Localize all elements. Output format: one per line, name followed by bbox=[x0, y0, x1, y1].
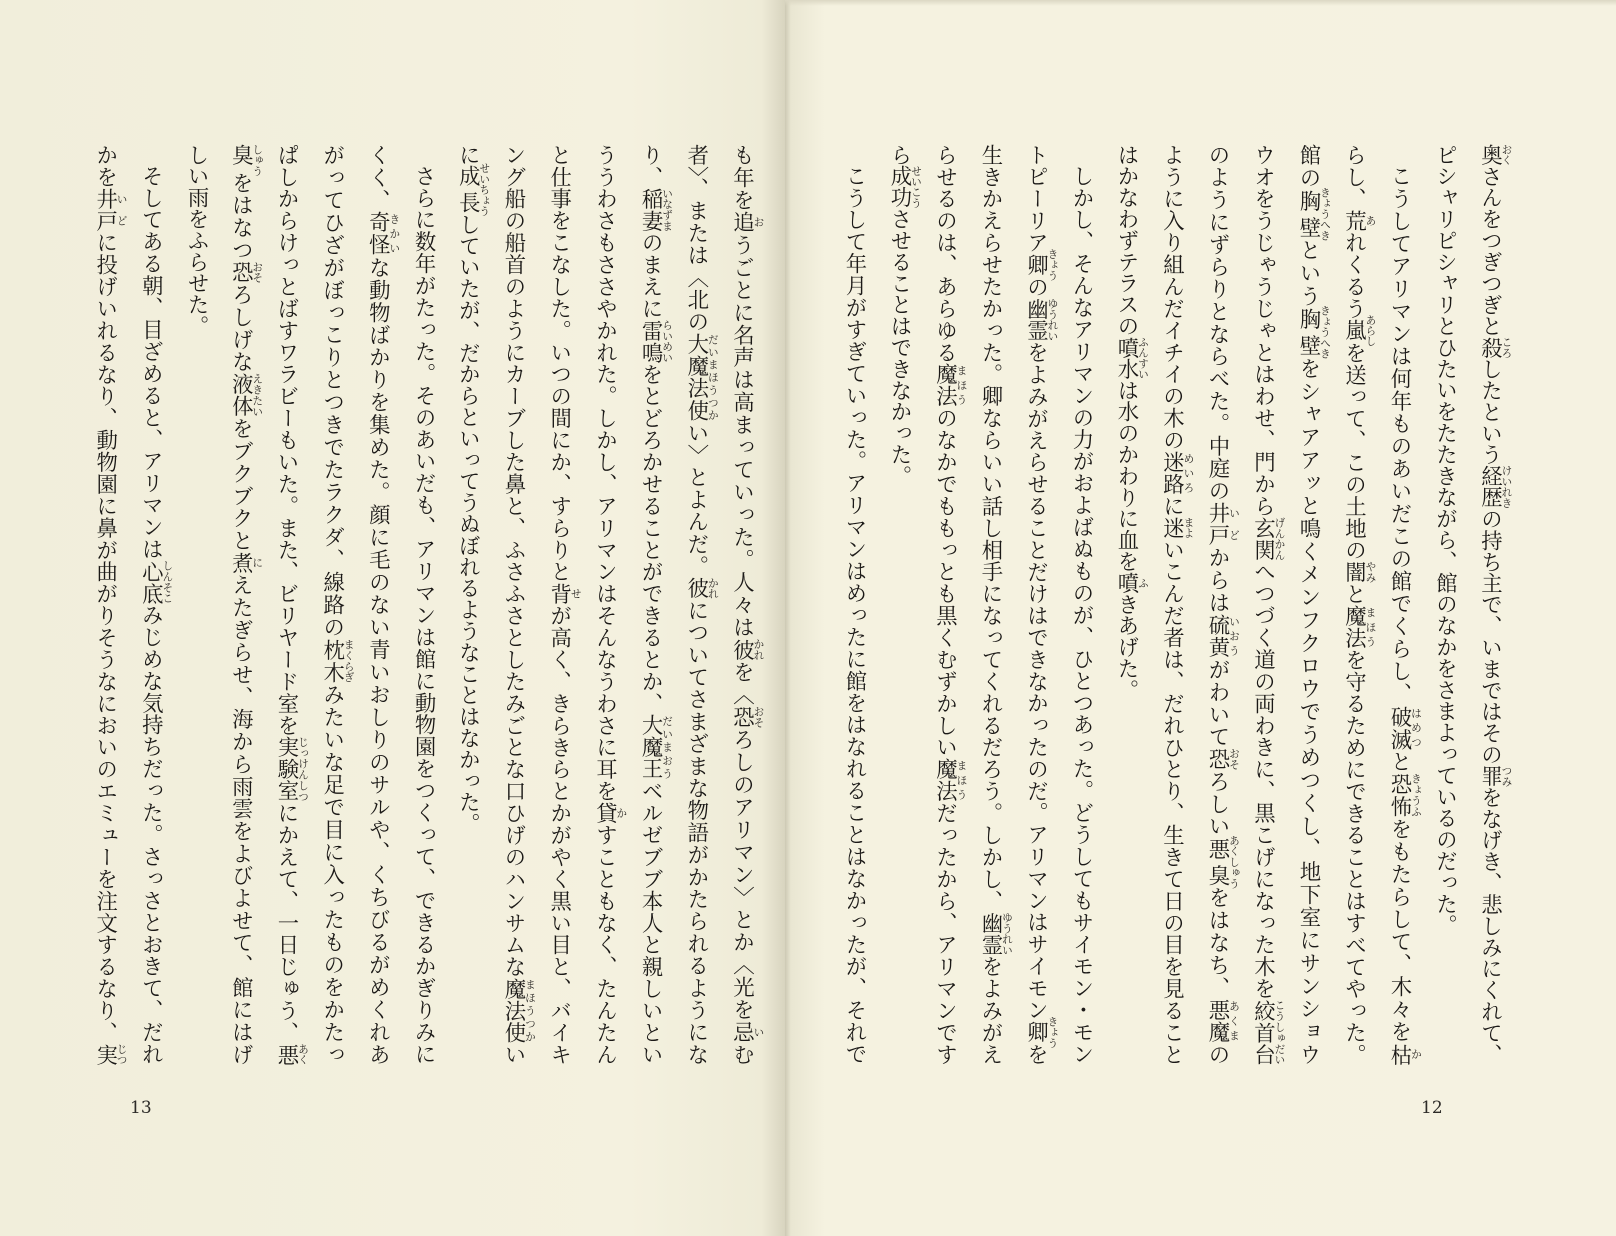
text-line bbox=[1150, 144, 1196, 1065]
ruby-reading: に bbox=[251, 551, 265, 574]
text-line bbox=[1104, 144, 1150, 1065]
text-run: をよみがえらせることだけはできなかったのだ。アリマンはサイモン bbox=[1023, 341, 1049, 1021]
text-line bbox=[1059, 144, 1104, 1065]
ruby-base: 煮 bbox=[228, 551, 254, 575]
ruby-word bbox=[455, 162, 492, 217]
text-run: こうして年月がすぎていった。アリマンはめったに館をはなれることはなかったが、それで bbox=[842, 165, 867, 1065]
ruby-base: 実 bbox=[92, 1043, 118, 1065]
ruby-reading: いど bbox=[1228, 502, 1241, 546]
ruby-base: 臭 bbox=[228, 144, 254, 177]
ruby-base: 追 bbox=[729, 211, 755, 234]
ruby-reading: せいこう bbox=[910, 165, 923, 209]
ruby-reading: せいちょう bbox=[478, 162, 492, 217]
ruby-word bbox=[1205, 998, 1241, 1044]
text-run: をブクブクと bbox=[228, 417, 254, 552]
ruby-reading: きょうへき bbox=[1319, 305, 1332, 359]
text-run: ウオをうじゃうじゃとはわせ、門から bbox=[1250, 144, 1276, 517]
text-run: にかえて、一日じゅう、 bbox=[273, 802, 299, 1044]
text-line bbox=[128, 144, 174, 1065]
text-block bbox=[832, 144, 1513, 1065]
text-run: すこともなく、たんたん bbox=[592, 824, 618, 1066]
ruby-word bbox=[1477, 336, 1514, 359]
text-run: ように入り組んだイチイの木の bbox=[1159, 144, 1185, 452]
ruby-reading: まよ bbox=[1182, 517, 1196, 539]
ruby-base: 成長 bbox=[455, 162, 481, 217]
ruby-word bbox=[228, 373, 265, 418]
ruby-reading: あらし bbox=[1364, 314, 1378, 347]
ruby-reading: きかい bbox=[388, 211, 402, 256]
text-run: ろしい bbox=[1205, 770, 1230, 838]
ruby-word bbox=[92, 1043, 129, 1065]
text-line bbox=[1241, 144, 1287, 1065]
ruby-word bbox=[683, 577, 720, 600]
ruby-reading: ふんすい bbox=[1137, 336, 1150, 380]
ruby-base: 大魔法使 bbox=[683, 333, 709, 422]
text-line bbox=[1332, 144, 1378, 1065]
text-run: のなかでももっとも黒くむずかしい bbox=[932, 407, 958, 759]
text-line bbox=[264, 144, 310, 1065]
ruby-reading: あくま bbox=[1228, 998, 1241, 1043]
ruby-base: 稲妻 bbox=[638, 187, 664, 232]
text-line bbox=[355, 144, 401, 1065]
text-run: しかし、そんなアリマンの力がおよばぬものが、ひとつあった。どうしてもサイモン・モン bbox=[1069, 165, 1094, 1065]
ruby-base: 卿 bbox=[1023, 1015, 1049, 1049]
left-page bbox=[0, 0, 785, 1236]
text-line bbox=[1423, 144, 1468, 1065]
text-run: しい雨をふらせた。 bbox=[184, 144, 210, 337]
ruby-word bbox=[932, 363, 969, 408]
text-run: らし、 bbox=[1341, 144, 1367, 210]
text-run: へつづく道の両わきに、黒こげになった木を bbox=[1250, 560, 1276, 1000]
text-run: だったから、アリマンです bbox=[932, 802, 958, 1065]
text-run: についてさまざまな物語がかたられるようにな bbox=[683, 599, 709, 1065]
text-run: い〉とよんだ。 bbox=[683, 421, 709, 578]
text-run: の持ち主で、いまではその bbox=[1477, 508, 1503, 766]
page-number: 13 bbox=[130, 1098, 152, 1118]
ruby-base: 幽霊 bbox=[1023, 298, 1049, 342]
ruby-base: 闇 bbox=[1341, 561, 1367, 584]
ruby-word bbox=[932, 758, 969, 803]
ruby-word bbox=[638, 319, 675, 364]
text-run: と bbox=[1387, 750, 1412, 774]
ruby-reading: い bbox=[752, 1021, 766, 1043]
ruby-reading: か bbox=[1410, 1043, 1423, 1065]
ruby-reading: いなずま bbox=[661, 187, 675, 232]
text-line bbox=[1014, 144, 1060, 1065]
ruby-reading: まほう bbox=[955, 363, 969, 407]
ruby-base: 彼 bbox=[729, 638, 755, 662]
text-run: ング船の船首のようにカーブした鼻と、ふさふさとしたみごとな口ひげのハンサムな bbox=[500, 144, 526, 978]
text-run: そしてある朝、目ざめると、アリマンは bbox=[138, 165, 164, 561]
ruby-word bbox=[729, 211, 766, 234]
text-run: うごとに名声は高まっていった。人々は bbox=[729, 233, 755, 639]
ruby-word bbox=[729, 706, 766, 729]
ruby-word bbox=[500, 977, 537, 1044]
text-run: したという bbox=[1477, 358, 1503, 466]
ruby-word bbox=[729, 638, 766, 662]
text-line bbox=[877, 144, 923, 1065]
ruby-reading: お bbox=[752, 211, 766, 233]
text-run: さらに数年がたった。そのあいだも、アリマンは館に動物園をつくって、できるかぎりみに bbox=[411, 165, 437, 1065]
text-line bbox=[82, 144, 128, 1065]
ruby-reading: じつ bbox=[115, 1043, 129, 1065]
ruby-reading: おそ bbox=[752, 706, 766, 728]
text-line bbox=[491, 144, 537, 1065]
ruby-base: 噴水 bbox=[1114, 336, 1139, 380]
ruby-base: 荒 bbox=[1341, 209, 1367, 232]
ruby-reading: らいめい bbox=[661, 319, 675, 363]
ruby-word bbox=[319, 638, 356, 684]
ruby-base: 迷 bbox=[1159, 517, 1185, 539]
ruby-reading: ふ bbox=[1137, 572, 1150, 594]
text-line bbox=[309, 144, 355, 1065]
ruby-word bbox=[1250, 999, 1287, 1066]
text-run: こうしてアリマンは何年ものあいだこの館でくらし、 bbox=[1387, 165, 1412, 706]
ruby-reading: かれ bbox=[752, 638, 766, 661]
ruby-reading: きょうへき bbox=[1319, 187, 1332, 241]
ruby-base: 恐 bbox=[1205, 748, 1230, 771]
ruby-base: 悪 bbox=[273, 1043, 299, 1065]
ruby-reading: あくしゅう bbox=[1228, 835, 1241, 889]
text-run: をとどろかせることができるとか、 bbox=[638, 363, 664, 715]
ruby-reading: あ bbox=[1364, 209, 1378, 232]
text-run: を守るためにできることはすべてやった。 bbox=[1341, 649, 1367, 1066]
text-run: をもたらして、木々を bbox=[1387, 818, 1412, 1044]
ruby-base: 魔法 bbox=[1341, 605, 1367, 650]
ruby-reading: ころ bbox=[1500, 336, 1514, 359]
ruby-base: 液体 bbox=[228, 373, 254, 418]
text-run: ぱしからけっとばすワラビーもいた。また、ビリヤード室を bbox=[273, 144, 299, 737]
ruby-word bbox=[228, 144, 265, 177]
text-run: と仕事をこなした。いつの間にか、すらりと bbox=[546, 144, 572, 583]
ruby-reading: きょう bbox=[1046, 248, 1060, 281]
ruby-base: 忌 bbox=[729, 1021, 755, 1044]
ruby-reading: まくらぎ bbox=[342, 638, 356, 683]
text-line bbox=[832, 144, 877, 1065]
ruby-word bbox=[1341, 314, 1378, 347]
text-run: きあげた。 bbox=[1114, 593, 1139, 701]
text-line bbox=[1468, 144, 1514, 1065]
ruby-reading: きょうふ bbox=[1410, 773, 1423, 818]
text-run: を送って、この土地の bbox=[1341, 341, 1367, 562]
ruby-reading: まほう bbox=[1364, 605, 1378, 649]
ruby-reading: きょう bbox=[1046, 1015, 1060, 1049]
right-page bbox=[785, 0, 1616, 1236]
text-run: をなげき、悲しみにくれて、 bbox=[1477, 786, 1503, 1065]
ruby-base: 枯 bbox=[1387, 1043, 1412, 1066]
ruby-base: 迷路 bbox=[1159, 451, 1185, 496]
ruby-reading: おく bbox=[1500, 144, 1514, 166]
ruby-reading: やみ bbox=[1364, 561, 1378, 583]
text-run: む bbox=[729, 1043, 755, 1066]
text-run: れくるう bbox=[1341, 231, 1367, 320]
ruby-reading: しゅう bbox=[251, 144, 265, 177]
text-run: からは bbox=[1205, 546, 1230, 614]
ruby-reading: まほう bbox=[955, 758, 969, 802]
ruby-word bbox=[1387, 1043, 1423, 1066]
text-run: ベルゼブブ本人と親しいとい bbox=[638, 780, 664, 1065]
text-line bbox=[582, 144, 628, 1065]
text-line bbox=[536, 144, 582, 1065]
text-line bbox=[1195, 144, 1241, 1065]
text-run: 者〉、または〈北の bbox=[683, 144, 709, 334]
ruby-word bbox=[138, 560, 175, 605]
text-run: り、 bbox=[638, 144, 664, 188]
ruby-reading: しんそこ bbox=[161, 560, 175, 604]
ruby-word bbox=[887, 165, 923, 209]
text-line bbox=[218, 144, 264, 1065]
ruby-base: 罪 bbox=[1477, 765, 1503, 787]
ruby-word bbox=[638, 187, 675, 232]
ruby-word bbox=[228, 551, 265, 575]
text-run: ううわさもささやかれた。しかし、アリマンはそんなうわさに耳を bbox=[592, 144, 618, 803]
ruby-word bbox=[1341, 209, 1378, 232]
ruby-base: 噴 bbox=[1114, 572, 1139, 594]
text-run: の bbox=[1023, 275, 1049, 299]
text-run: ピシャリピシャリとひたいをたたきながら、館のなかをさまよっているのだった。 bbox=[1432, 144, 1458, 936]
ruby-word bbox=[978, 911, 1014, 956]
text-run: い bbox=[500, 1043, 526, 1065]
ruby-word bbox=[1159, 451, 1196, 496]
ruby-reading: せ bbox=[569, 582, 583, 605]
text-run: みたいな足で目に入ったものをかたっ bbox=[319, 683, 345, 1065]
ruby-reading: いおう bbox=[1228, 613, 1241, 658]
text-run: えたぎらせ、海から雨雲をよびよせて、館にはげ bbox=[228, 574, 254, 1065]
ruby-base: 成功 bbox=[887, 165, 912, 209]
ruby-word bbox=[1387, 773, 1423, 819]
ruby-word bbox=[1023, 1015, 1060, 1049]
text-line bbox=[719, 144, 765, 1065]
ruby-reading: じっけんしつ bbox=[296, 736, 310, 802]
text-run: を〈 bbox=[729, 661, 755, 707]
ruby-base: 悪臭 bbox=[1205, 835, 1230, 889]
text-run: という bbox=[1296, 237, 1321, 308]
ruby-base: 破滅 bbox=[1387, 705, 1412, 751]
ruby-reading: まほうつか bbox=[523, 977, 537, 1044]
text-run: はかなわずテラスの bbox=[1114, 144, 1139, 337]
ruby-reading: ゆうれい bbox=[1046, 298, 1060, 342]
ruby-word bbox=[1205, 748, 1241, 771]
ruby-base: 枕木 bbox=[319, 638, 345, 684]
ruby-base: 卿 bbox=[1023, 248, 1049, 281]
ruby-reading: はめつ bbox=[1410, 705, 1423, 750]
text-line bbox=[968, 144, 1014, 1065]
text-run: をはなち、 bbox=[1205, 885, 1230, 999]
ruby-reading: おそ bbox=[1228, 748, 1241, 770]
text-run: が高く、きらきらとかがやく黒い目と、バイキ bbox=[546, 604, 572, 1066]
text-run: いこんだ者は、だれひとり、生きて日の目を見ること bbox=[1159, 538, 1185, 1065]
ruby-base: 恐 bbox=[729, 706, 755, 729]
text-run: かを bbox=[92, 144, 118, 188]
text-run: 生きかえらせたかった。卿ならいい話し相手になってくれるだろう。しかし、 bbox=[978, 144, 1003, 912]
ruby-base: 魔法 bbox=[932, 758, 958, 803]
text-line bbox=[174, 144, 218, 1065]
ruby-word bbox=[683, 333, 720, 422]
page-number: 12 bbox=[1421, 1098, 1443, 1118]
ruby-word bbox=[546, 582, 583, 605]
ruby-word bbox=[1296, 305, 1332, 359]
ruby-base: 雷鳴 bbox=[638, 319, 664, 364]
ruby-word bbox=[1205, 502, 1241, 547]
ruby-word bbox=[1159, 517, 1196, 539]
ruby-reading: こうしゅだい bbox=[1273, 999, 1287, 1065]
ruby-word bbox=[1477, 765, 1514, 787]
ruby-word bbox=[1205, 835, 1241, 889]
text-run: を bbox=[1023, 1043, 1049, 1065]
ruby-base: 胸壁 bbox=[1296, 187, 1321, 241]
ruby-base: 幽霊 bbox=[978, 911, 1003, 956]
ruby-base: 玄関 bbox=[1250, 517, 1276, 561]
ruby-word bbox=[729, 1021, 766, 1044]
text-run: ろしのアリマン〉とか〈光を bbox=[729, 728, 755, 1022]
text-run: に bbox=[455, 144, 481, 166]
text-run: くく、 bbox=[365, 144, 391, 212]
text-run: していたが、だからといってうぬぼれるようなことはなかった。 bbox=[455, 213, 481, 835]
text-line bbox=[445, 144, 491, 1065]
text-line bbox=[628, 144, 674, 1065]
ruby-reading: おそ bbox=[251, 261, 265, 283]
ruby-word bbox=[1023, 298, 1060, 342]
text-line bbox=[674, 144, 720, 1065]
ruby-base: 恐 bbox=[228, 261, 254, 284]
ruby-base: 悪魔 bbox=[1205, 998, 1230, 1044]
text-run: のまえに bbox=[638, 231, 664, 320]
ruby-base: 井戸 bbox=[92, 187, 118, 232]
text-run: は水のかわりに血を bbox=[1114, 379, 1139, 573]
ruby-word bbox=[1477, 465, 1514, 509]
text-line bbox=[401, 144, 445, 1065]
ruby-word bbox=[1023, 248, 1060, 281]
text-line bbox=[1286, 144, 1332, 1065]
text-run: させることはできなかった。 bbox=[887, 208, 912, 487]
ruby-word bbox=[273, 1043, 310, 1065]
text-run: をシャアアッと鳴くメンフクロウでうめつくし、地下室にサンショウ bbox=[1296, 356, 1321, 1065]
ruby-reading: つみ bbox=[1500, 765, 1514, 787]
ruby-word bbox=[92, 187, 129, 232]
text-line bbox=[923, 144, 969, 1065]
ruby-word bbox=[1341, 605, 1378, 650]
ruby-word bbox=[1250, 517, 1287, 561]
ruby-reading: だいまおう bbox=[661, 714, 675, 780]
ruby-base: 背 bbox=[546, 582, 572, 605]
ruby-base: 心底 bbox=[138, 560, 164, 605]
ruby-word bbox=[1387, 705, 1423, 751]
text-run: 館の bbox=[1296, 144, 1321, 190]
ruby-reading: けいれき bbox=[1500, 465, 1514, 509]
ruby-reading: げんかん bbox=[1273, 517, 1287, 561]
ruby-base: 硫黄 bbox=[1205, 613, 1230, 659]
ruby-base: 嵐 bbox=[1341, 314, 1367, 347]
ruby-word bbox=[1477, 144, 1514, 166]
ruby-word bbox=[638, 714, 675, 781]
ruby-reading: あく bbox=[296, 1043, 310, 1065]
ruby-word bbox=[1114, 336, 1150, 380]
ruby-base: 魔法使 bbox=[500, 977, 526, 1044]
text-run: さんをつぎつぎと bbox=[1477, 165, 1503, 337]
ruby-word bbox=[1205, 613, 1241, 659]
text-run: をはなつ bbox=[228, 171, 254, 262]
text-run: トピーリア bbox=[1023, 144, 1049, 254]
ruby-word bbox=[1341, 561, 1378, 584]
ruby-base: 恐怖 bbox=[1387, 773, 1412, 819]
ruby-word bbox=[592, 802, 629, 825]
ruby-reading: めいろ bbox=[1182, 451, 1196, 495]
ruby-base: 絞首台 bbox=[1250, 999, 1276, 1066]
ruby-base: 井戸 bbox=[1205, 502, 1230, 547]
text-run: がわいて bbox=[1205, 658, 1230, 749]
ruby-word bbox=[365, 211, 402, 257]
ruby-base: 胸壁 bbox=[1296, 305, 1321, 359]
ruby-word bbox=[1114, 572, 1150, 594]
text-run: ろしげな bbox=[228, 283, 254, 374]
ruby-word bbox=[228, 261, 265, 284]
ruby-base: 貸 bbox=[592, 802, 618, 825]
ruby-reading: いど bbox=[115, 187, 129, 232]
text-line bbox=[1377, 144, 1423, 1065]
text-run: のようにずらりとならべた。中庭の bbox=[1205, 144, 1230, 503]
ruby-base: 殺 bbox=[1477, 336, 1503, 359]
ruby-reading: だいまほうつか bbox=[706, 333, 720, 422]
ruby-base: 奇怪 bbox=[365, 211, 391, 257]
text-run: がってひざがぼっこりとつきでたラクダ、線路の bbox=[319, 144, 345, 639]
ruby-base: 経歴 bbox=[1477, 465, 1503, 509]
ruby-reading: か bbox=[615, 802, 629, 824]
ruby-base: 奥 bbox=[1477, 144, 1503, 166]
text-run: の bbox=[1205, 1043, 1230, 1065]
text-run: な動物ばかりを集めた。顔に毛のない青いおしりのサルや、くちびるがめくれあ bbox=[365, 256, 391, 1065]
text-run: も年を bbox=[729, 144, 755, 212]
ruby-reading: えきたい bbox=[251, 373, 265, 417]
text-run: に投げいれるなり、動物園に鼻が曲がりそうなにおいのエミューを注文するなり、 bbox=[92, 231, 118, 1044]
ruby-base: 大魔王 bbox=[638, 714, 664, 781]
ruby-base: 実験室 bbox=[273, 736, 299, 803]
text-run: らせるのは、あらゆる bbox=[932, 144, 958, 364]
text-run: ら bbox=[887, 144, 912, 166]
ruby-reading: かれ bbox=[706, 577, 720, 599]
text-run: をよみがえ bbox=[978, 955, 1003, 1066]
ruby-word bbox=[273, 736, 310, 803]
text-run: と bbox=[1341, 583, 1367, 606]
ruby-word bbox=[1296, 187, 1332, 241]
text-run: みじめな気持ちだった。さっさとおきて、だれ bbox=[138, 604, 164, 1065]
text-block bbox=[82, 144, 765, 1065]
ruby-base: 魔法 bbox=[932, 363, 958, 408]
ruby-base: 彼 bbox=[683, 577, 709, 600]
ruby-reading: ゆうれい bbox=[1001, 911, 1014, 956]
text-run: に bbox=[1159, 495, 1185, 518]
